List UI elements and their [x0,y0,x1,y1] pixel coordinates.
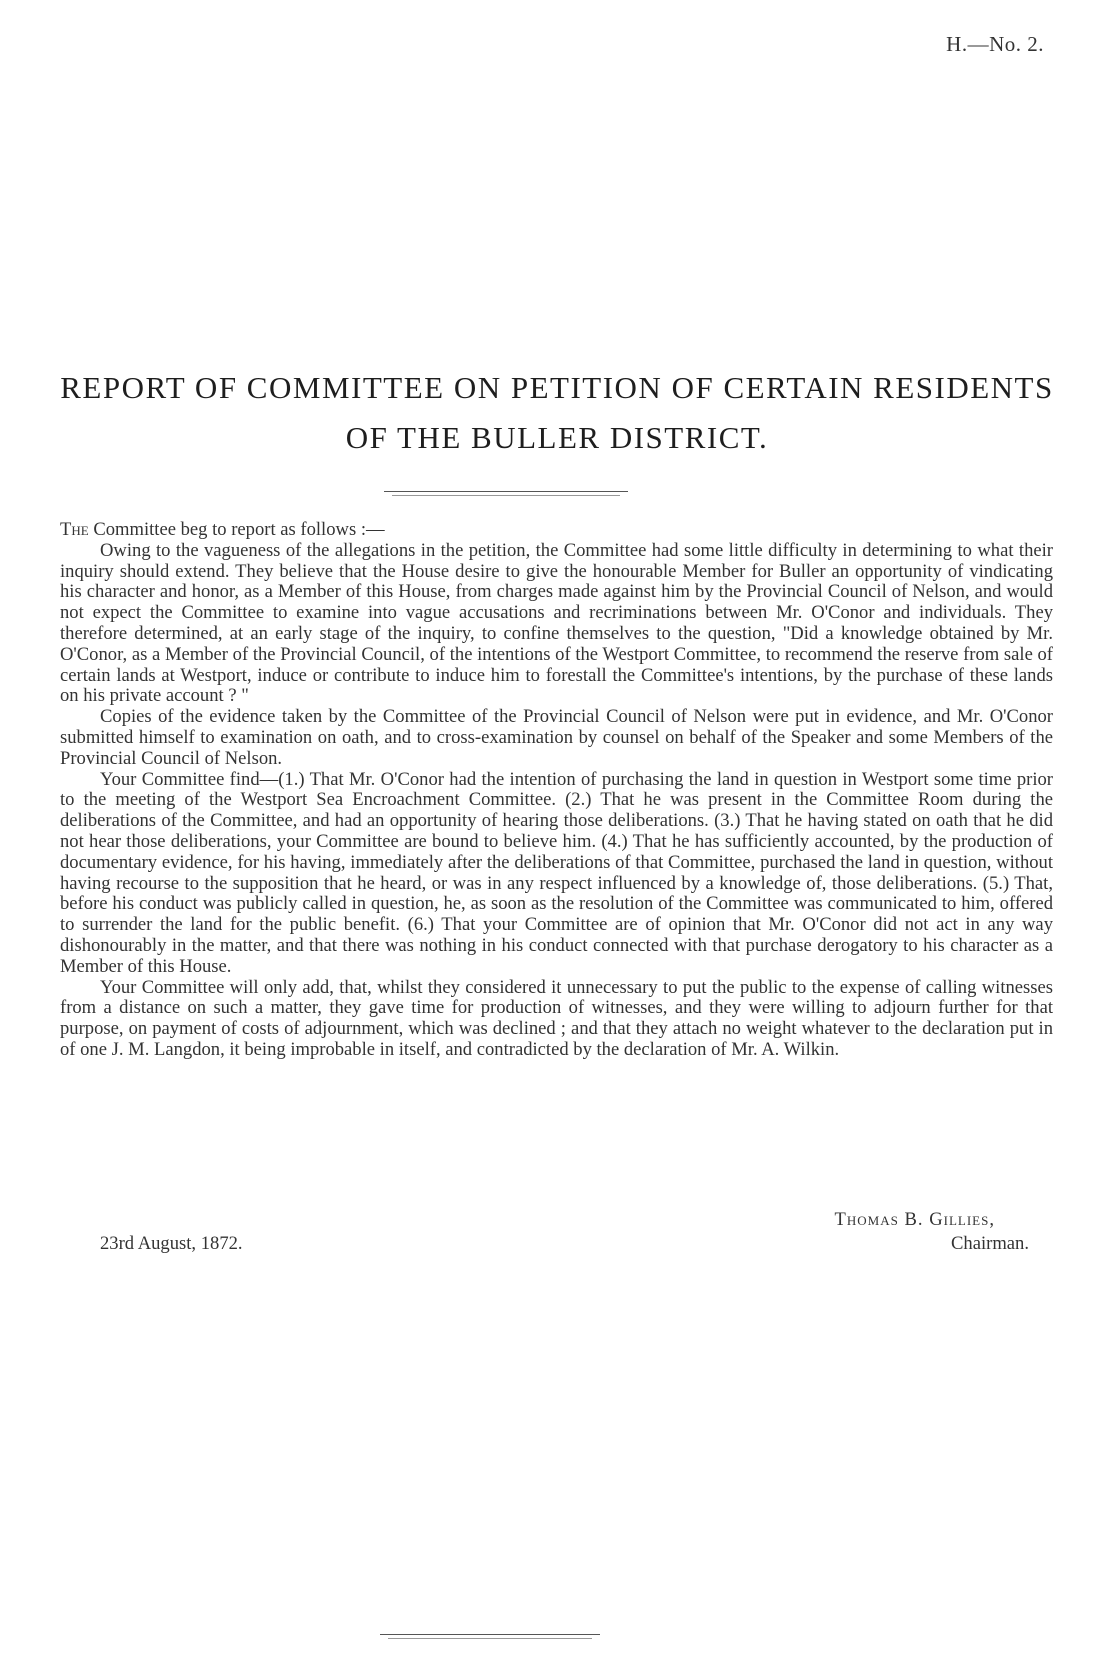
signature-block [60,1209,1053,1259]
title-divider [384,491,628,492]
paragraph-evidence: Copies of the evidence taken by the Committee of the Provincial Council of Nelson were put in evidence, and Mr. O'Conor submitted himself to examination on oath, and to cross-examination by counsel on behalf of the Speaker and some Members of the Provincial Council of Nelson. [60,706,1053,769]
page-reference: H.—No. 2. [946,32,1044,56]
report-title [40,363,1074,463]
opening-lead-word: The [60,519,89,540]
paragraph-inquiry-scope: Owing to the vagueness of the allegations in the petition, the Committee had some little difficulty in determining to what their inquiry should extend. They believe that the House desire to give the honourable Member for Buller an opportunity of vindicating his character and honor, as a Member of this House, from charges made against him by the Provincial Council of Nelson, and would not expect the Committee to examine into vague accusations and recriminations between Mr. O'Conor and individuals. They therefore determined, at an early stage of the inquiry, to confine themselves to the question, "Did a knowledge obtained by Mr. O'Conor, as a Member of the Provincial Council, of the intentions of the Westport Committee, to recommend the reserve from sale of certain lands at Westport, induce or contribute to induce him to forestall the Committee's intentions, by the purchase of these lands on his private account ? " [60,539,1053,707]
opening-line [60,520,1053,541]
paragraph-findings: Your Committee find—(1.) That Mr. O'Conor had the intention of purchasing the land in question in Westport some time prior to the meeting of the Westport Sea Encroachment Committee. (2.) That he was present in the Committee Room during the deliberations of the Committee, and had an opportunity of hearing those deliberations. (3.) That he having stated on oath that he did not hear those deliberations, your Committee are bound to believe him. (4.) That he has sufficiently accounted, by the production of documentary evidence, for his having, immediately after the deliberations of that Committee, purchased the land in question, without having recourse to the supposition that he heard, or was in any respect influenced by a knowledge of, those deliberations. (5.) That, before his conduct was publicly called in question, he, as soon as the resolution of the Committee was communicated to him, offered to surrender the land for the public benefit. (6.) That your Committee are of opinion that Mr. O'Conor did not act in any way dishonourably in the matter, and that there was nothing in his conduct connected with that purchase derogatory to his character as a Member of this House. [60,768,1053,977]
title-line-1: REPORT OF COMMITTEE ON PETITION OF CERTAIN RESIDENTS [60,370,1054,405]
report-date: 23rd August, 1872. [100,1233,243,1254]
title-divider-lower [392,495,620,496]
title-line-2: OF THE BULLER DISTRICT. [345,420,769,455]
report-body [60,520,1053,1061]
opening-text: Committee beg to report as follows :— [88,519,385,540]
signatory-role: Chairman. [951,1233,1029,1254]
closing-divider-lower [388,1638,592,1639]
signatory-name: Thomas B. Gillies, [834,1209,995,1230]
paragraph-closing: Your Committee will only add, that, whilst they considered it unnecessary to put the public to the expense of calling witnesses from a distance on such a matter, they gave time for production of witnesses, and they were willing to adjourn further for that purpose, on payment of costs of adjournment, which was declined ; and that they attach no weight whatever to the declaration put in of one J. M. Langdon, it being improbable in itself, and contradicted by the declaration of Mr. A. Wilkin. [60,976,1053,1060]
closing-divider [380,1634,600,1635]
